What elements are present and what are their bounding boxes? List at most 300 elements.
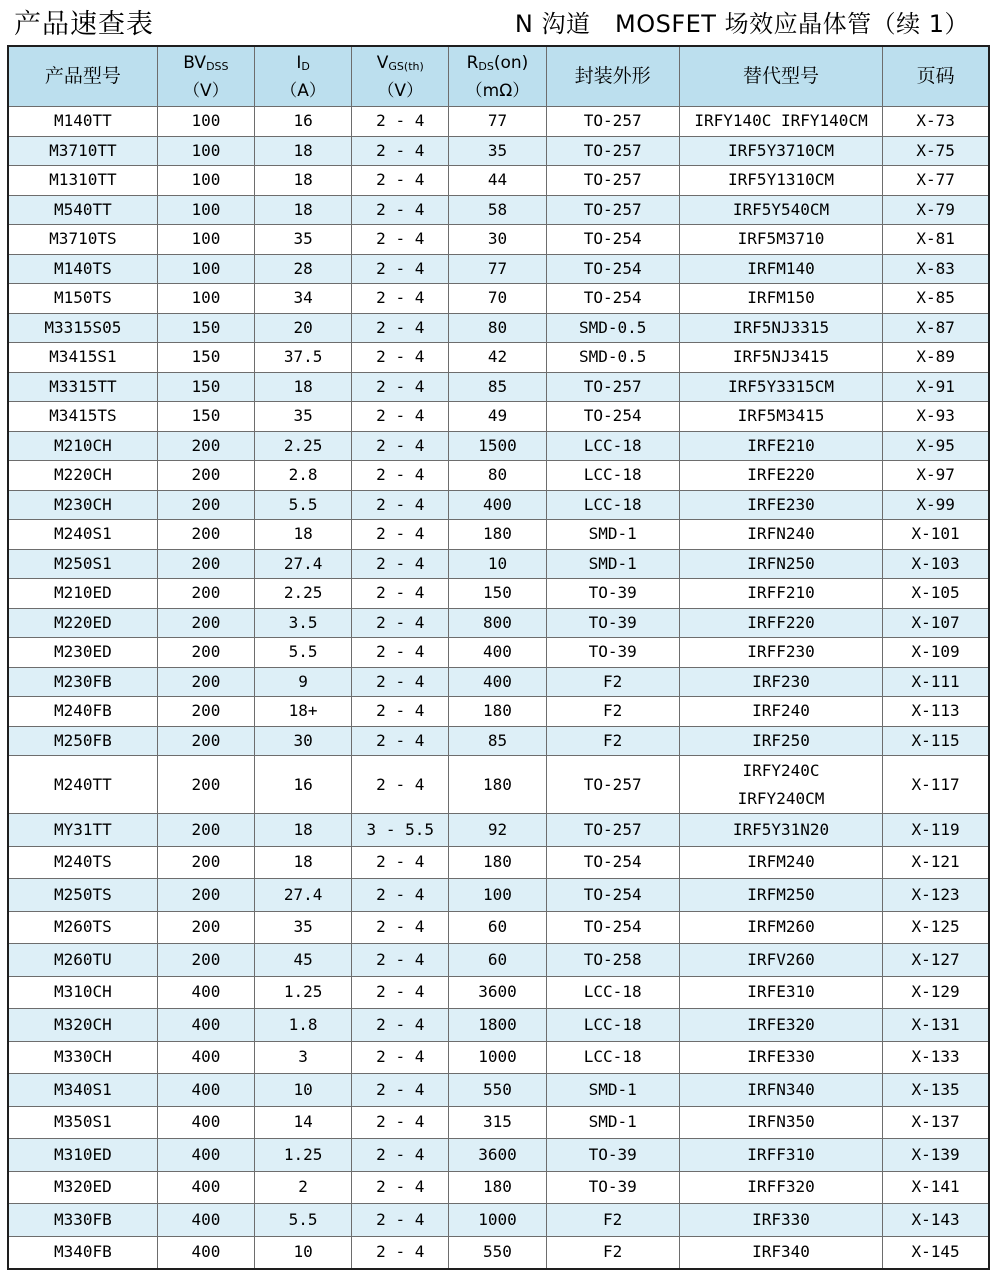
table-row: [8, 284, 989, 314]
cell-rds: 3600: [449, 1139, 546, 1172]
cell-replacement: IRFM150: [679, 284, 882, 314]
cell-rds: 85: [449, 726, 546, 756]
table-row: [8, 254, 989, 284]
cell-package: TO-257: [546, 166, 679, 196]
cell-package: TO-254: [546, 879, 679, 912]
cell-package: TO-254: [546, 284, 679, 314]
cell-rds: 1500: [449, 431, 546, 461]
cell-rds: 400: [449, 638, 546, 668]
cell-id: 45: [254, 944, 351, 977]
cell-bvdss: 200: [157, 667, 254, 697]
cell-vgs: 2 - 4: [352, 402, 449, 432]
cell-package: TO-257: [546, 814, 679, 847]
table-row: [8, 579, 989, 609]
cell-rds: 1000: [449, 1204, 546, 1237]
cell-replacement: IRFM250: [679, 879, 882, 912]
cell-vgs: 2 - 4: [352, 1139, 449, 1172]
cell-vgs: 2 - 4: [352, 431, 449, 461]
cell-model: M250FB: [8, 726, 157, 756]
table-row: [8, 195, 989, 225]
cell-model: M350S1: [8, 1106, 157, 1139]
cell-package: TO-39: [546, 1139, 679, 1172]
cell-model: M3315S05: [8, 313, 157, 343]
cell-package: LCC-18: [546, 431, 679, 461]
cell-model: M260TS: [8, 911, 157, 944]
rds-suffix: (on): [493, 52, 529, 73]
cell-page: X-81: [883, 225, 989, 255]
table-row: [8, 879, 989, 912]
cell-page: X-137: [883, 1106, 989, 1139]
cell-replacement: IRF5NJ3315: [679, 313, 882, 343]
cell-id: 10: [254, 1236, 351, 1269]
vgs-unit: （V）: [377, 80, 424, 101]
cell-id: 18: [254, 520, 351, 550]
cell-id: 14: [254, 1106, 351, 1139]
cell-package: LCC-18: [546, 490, 679, 520]
cell-model: M3415TS: [8, 402, 157, 432]
cell-page: X-119: [883, 814, 989, 847]
cell-model: M1310TT: [8, 166, 157, 196]
cell-package: SMD-0.5: [546, 313, 679, 343]
cell-model: M210CH: [8, 431, 157, 461]
cell-package: TO-257: [546, 756, 679, 814]
cell-bvdss: 200: [157, 726, 254, 756]
cell-vgs: 2 - 4: [352, 195, 449, 225]
cell-rds: 77: [449, 254, 546, 284]
col-header-page: 页码: [883, 46, 989, 107]
table-row: [8, 461, 989, 491]
cell-id: 30: [254, 726, 351, 756]
cell-page: X-111: [883, 667, 989, 697]
cell-rds: 60: [449, 911, 546, 944]
cell-model: M540TT: [8, 195, 157, 225]
cell-id: 5.5: [254, 638, 351, 668]
cell-model: M3710TT: [8, 136, 157, 166]
cell-rds: 180: [449, 756, 546, 814]
table-row: [8, 638, 989, 668]
table-row: [8, 756, 989, 814]
cell-model: M210ED: [8, 579, 157, 609]
cell-page: X-87: [883, 313, 989, 343]
cell-id: 10: [254, 1074, 351, 1107]
cell-bvdss: 400: [157, 1074, 254, 1107]
cell-package: SMD-1: [546, 520, 679, 550]
cell-rds: 3600: [449, 976, 546, 1009]
cell-bvdss: 200: [157, 608, 254, 638]
cell-vgs: 2 - 4: [352, 107, 449, 137]
cell-package: F2: [546, 726, 679, 756]
cell-model: M340S1: [8, 1074, 157, 1107]
cell-bvdss: 150: [157, 372, 254, 402]
cell-replacement: IRF5M3710: [679, 225, 882, 255]
cell-vgs: 2 - 4: [352, 284, 449, 314]
table-row: [8, 343, 989, 373]
col-header-bvdss: [157, 46, 254, 107]
cell-model: M240TS: [8, 846, 157, 879]
cell-package: TO-254: [546, 911, 679, 944]
header-row: [8, 46, 989, 107]
cell-rds: 315: [449, 1106, 546, 1139]
cell-bvdss: 200: [157, 520, 254, 550]
cell-model: M140TT: [8, 107, 157, 137]
cell-rds: 49: [449, 402, 546, 432]
cell-package: TO-258: [546, 944, 679, 977]
cell-vgs: 2 - 4: [352, 490, 449, 520]
cell-package: SMD-1: [546, 1074, 679, 1107]
table-row: [8, 1041, 989, 1074]
cell-rds: 80: [449, 461, 546, 491]
cell-rds: 180: [449, 1171, 546, 1204]
cell-model: M140TS: [8, 254, 157, 284]
cell-vgs: 2 - 4: [352, 461, 449, 491]
cell-vgs: 2 - 4: [352, 1236, 449, 1269]
cell-model: M230FB: [8, 667, 157, 697]
cell-id: 16: [254, 756, 351, 814]
product-table: [7, 45, 990, 1270]
col-header-id: [254, 46, 351, 107]
cell-vgs: 2 - 4: [352, 343, 449, 373]
cell-page: X-105: [883, 579, 989, 609]
cell-vgs: 3 - 5.5: [352, 814, 449, 847]
cell-vgs: 2 - 4: [352, 756, 449, 814]
table-row: [8, 667, 989, 697]
cell-model: M250S1: [8, 549, 157, 579]
cell-page: X-77: [883, 166, 989, 196]
table-row: [8, 225, 989, 255]
cell-model: M330FB: [8, 1204, 157, 1237]
cell-bvdss: 150: [157, 343, 254, 373]
cell-id: 1.25: [254, 1139, 351, 1172]
col-header-replacement: 替代型号: [679, 46, 882, 107]
cell-bvdss: 400: [157, 976, 254, 1009]
table-row: [8, 313, 989, 343]
table-row: [8, 1009, 989, 1042]
cell-replacement: IRF230: [679, 667, 882, 697]
table-row: [8, 608, 989, 638]
cell-vgs: 2 - 4: [352, 667, 449, 697]
cell-page: X-129: [883, 976, 989, 1009]
cell-id: 1.8: [254, 1009, 351, 1042]
cell-vgs: 2 - 4: [352, 608, 449, 638]
cell-vgs: 2 - 4: [352, 879, 449, 912]
cell-package: LCC-18: [546, 1041, 679, 1074]
cell-page: X-95: [883, 431, 989, 461]
cell-vgs: 2 - 4: [352, 1041, 449, 1074]
cell-bvdss: 400: [157, 1171, 254, 1204]
cell-id: 18: [254, 166, 351, 196]
cell-bvdss: 200: [157, 879, 254, 912]
cell-vgs: 2 - 4: [352, 313, 449, 343]
cell-id: 18: [254, 195, 351, 225]
cell-rds: 44: [449, 166, 546, 196]
cell-rds: 10: [449, 549, 546, 579]
cell-id: 5.5: [254, 490, 351, 520]
cell-vgs: 2 - 4: [352, 254, 449, 284]
cell-model: M230ED: [8, 638, 157, 668]
cell-model: M240TT: [8, 756, 157, 814]
cell-bvdss: 200: [157, 579, 254, 609]
cell-id: 34: [254, 284, 351, 314]
cell-replacement: IRFE310: [679, 976, 882, 1009]
cell-vgs: 2 - 4: [352, 225, 449, 255]
cell-package: TO-257: [546, 372, 679, 402]
cell-page: X-143: [883, 1204, 989, 1237]
id-unit: （A）: [280, 80, 326, 101]
table-row: [8, 1106, 989, 1139]
cell-replacement: IRF240: [679, 697, 882, 727]
cell-package: SMD-0.5: [546, 343, 679, 373]
cell-page: X-127: [883, 944, 989, 977]
cell-vgs: 2 - 4: [352, 1009, 449, 1042]
cell-model: M320CH: [8, 1009, 157, 1042]
cell-package: F2: [546, 1236, 679, 1269]
cell-model: M310CH: [8, 976, 157, 1009]
cell-replacement: IRFN350: [679, 1106, 882, 1139]
cell-package: TO-39: [546, 638, 679, 668]
cell-replacement: IRFM240: [679, 846, 882, 879]
col-header-package: 封装外形: [546, 46, 679, 107]
cell-id: 3: [254, 1041, 351, 1074]
cell-vgs: 2 - 4: [352, 520, 449, 550]
cell-package: F2: [546, 1204, 679, 1237]
cell-rds: 100: [449, 879, 546, 912]
cell-replacement: IRFE230: [679, 490, 882, 520]
cell-rds: 180: [449, 846, 546, 879]
cell-rds: 35: [449, 136, 546, 166]
cell-model: M310ED: [8, 1139, 157, 1172]
rds-unit: （mΩ）: [465, 80, 530, 101]
table-row: [8, 846, 989, 879]
table-row: [8, 136, 989, 166]
id-symbol: I: [296, 52, 302, 73]
cell-rds: 85: [449, 372, 546, 402]
cell-vgs: 2 - 4: [352, 1171, 449, 1204]
cell-page: X-97: [883, 461, 989, 491]
cell-replacement: IRFN240: [679, 520, 882, 550]
cell-replacement: IRFM260: [679, 911, 882, 944]
cell-package: TO-39: [546, 608, 679, 638]
cell-rds: 550: [449, 1236, 546, 1269]
cell-model: M3415S1: [8, 343, 157, 373]
table-row: [8, 490, 989, 520]
table-row: [8, 549, 989, 579]
vgs-subscript: GS(th): [388, 59, 424, 73]
col-header-vgs: [352, 46, 449, 107]
cell-replacement: IRFE210: [679, 431, 882, 461]
cell-bvdss: 200: [157, 911, 254, 944]
cell-bvdss: 200: [157, 638, 254, 668]
cell-model: M220CH: [8, 461, 157, 491]
cell-vgs: 2 - 4: [352, 1204, 449, 1237]
cell-vgs: 2 - 4: [352, 579, 449, 609]
cell-model: M320ED: [8, 1171, 157, 1204]
cell-id: 1.25: [254, 976, 351, 1009]
cell-page: X-109: [883, 638, 989, 668]
cell-rds: 180: [449, 697, 546, 727]
cell-bvdss: 100: [157, 107, 254, 137]
cell-bvdss: 150: [157, 402, 254, 432]
cell-page: X-73: [883, 107, 989, 137]
cell-bvdss: 200: [157, 549, 254, 579]
cell-bvdss: 150: [157, 313, 254, 343]
cell-vgs: 2 - 4: [352, 372, 449, 402]
cell-model: MY31TT: [8, 814, 157, 847]
cell-bvdss: 400: [157, 1204, 254, 1237]
cell-id: 9: [254, 667, 351, 697]
cell-vgs: 2 - 4: [352, 166, 449, 196]
table-row: [8, 814, 989, 847]
cell-model: M3315TT: [8, 372, 157, 402]
table-row: [8, 1139, 989, 1172]
cell-id: 16: [254, 107, 351, 137]
cell-page: X-103: [883, 549, 989, 579]
cell-bvdss: 100: [157, 136, 254, 166]
table-row: [8, 976, 989, 1009]
cell-page: X-101: [883, 520, 989, 550]
table-row: [8, 1236, 989, 1269]
cell-bvdss: 100: [157, 254, 254, 284]
table-row: [8, 944, 989, 977]
cell-page: X-125: [883, 911, 989, 944]
cell-replacement: IRF5Y3315CM: [679, 372, 882, 402]
cell-id: 18: [254, 846, 351, 879]
cell-rds: 60: [449, 944, 546, 977]
cell-package: TO-254: [546, 254, 679, 284]
cell-id: 5.5: [254, 1204, 351, 1237]
cell-page: X-135: [883, 1074, 989, 1107]
cell-replacement: IRFF220: [679, 608, 882, 638]
cell-replacement: IRFN340: [679, 1074, 882, 1107]
cell-vgs: 2 - 4: [352, 944, 449, 977]
cell-id: 2: [254, 1171, 351, 1204]
page-header: [0, 0, 999, 42]
cell-model: M240FB: [8, 697, 157, 727]
cell-replacement: IRF5NJ3415: [679, 343, 882, 373]
cell-model: M150TS: [8, 284, 157, 314]
table-row: [8, 166, 989, 196]
cell-rds: 77: [449, 107, 546, 137]
cell-replacement: IRFE320: [679, 1009, 882, 1042]
cell-package: TO-39: [546, 579, 679, 609]
cell-replacement: IRFF320: [679, 1171, 882, 1204]
vgs-symbol: V: [376, 52, 389, 73]
id-subscript: D: [301, 59, 310, 73]
cell-replacement: IRF5M3415: [679, 402, 882, 432]
cell-replacement: IRFF230: [679, 638, 882, 668]
cell-rds: 42: [449, 343, 546, 373]
table-row: [8, 1074, 989, 1107]
cell-replacement: IRF5Y540CM: [679, 195, 882, 225]
cell-package: TO-257: [546, 195, 679, 225]
table-row: [8, 520, 989, 550]
bvdss-subscript: DSS: [206, 59, 229, 73]
cell-vgs: 2 - 4: [352, 697, 449, 727]
cell-page: X-133: [883, 1041, 989, 1074]
cell-replacement: IRFY140C IRFY140CM: [679, 107, 882, 137]
cell-page: X-99: [883, 490, 989, 520]
cell-vgs: 2 - 4: [352, 976, 449, 1009]
cell-id: 20: [254, 313, 351, 343]
cell-id: 35: [254, 911, 351, 944]
cell-bvdss: 400: [157, 1009, 254, 1042]
cell-model: M240S1: [8, 520, 157, 550]
cell-replacement: IRF250: [679, 726, 882, 756]
cell-package: TO-257: [546, 107, 679, 137]
cell-id: 2.8: [254, 461, 351, 491]
cell-replacement: IRF330: [679, 1204, 882, 1237]
cell-id: 28: [254, 254, 351, 284]
cell-rds: 150: [449, 579, 546, 609]
col-header-model: 产品型号: [8, 46, 157, 107]
cell-rds: 400: [449, 490, 546, 520]
cell-rds: 1800: [449, 1009, 546, 1042]
cell-page: X-117: [883, 756, 989, 814]
cell-id: 18: [254, 372, 351, 402]
bvdss-symbol: BV: [183, 52, 207, 73]
cell-package: LCC-18: [546, 1009, 679, 1042]
cell-bvdss: 200: [157, 814, 254, 847]
cell-replacement: IRFF310: [679, 1139, 882, 1172]
cell-page: X-115: [883, 726, 989, 756]
cell-vgs: 2 - 4: [352, 549, 449, 579]
cell-package: SMD-1: [546, 549, 679, 579]
cell-bvdss: 400: [157, 1106, 254, 1139]
cell-package: LCC-18: [546, 976, 679, 1009]
rds-symbol: R: [466, 52, 479, 73]
cell-id: 18: [254, 136, 351, 166]
cell-package: F2: [546, 667, 679, 697]
cell-bvdss: 100: [157, 284, 254, 314]
cell-page: X-85: [883, 284, 989, 314]
cell-bvdss: 400: [157, 1139, 254, 1172]
cell-replacement: IRF5Y1310CM: [679, 166, 882, 196]
cell-model: M3710TS: [8, 225, 157, 255]
cell-replacement: IRF5Y31N20: [679, 814, 882, 847]
cell-bvdss: 200: [157, 846, 254, 879]
cell-bvdss: 400: [157, 1236, 254, 1269]
cell-replacement: IRFE330: [679, 1041, 882, 1074]
table-row: [8, 1171, 989, 1204]
cell-bvdss: 400: [157, 1041, 254, 1074]
cell-model: M220ED: [8, 608, 157, 638]
col-header-rds: [449, 46, 546, 107]
cell-page: X-83: [883, 254, 989, 284]
cell-page: X-131: [883, 1009, 989, 1042]
cell-model: M230CH: [8, 490, 157, 520]
cell-page: X-141: [883, 1171, 989, 1204]
page-title: 产品速查表: [14, 9, 154, 40]
cell-bvdss: 100: [157, 195, 254, 225]
bvdss-unit: （V）: [183, 80, 229, 101]
cell-replacement: IRFE220: [679, 461, 882, 491]
cell-rds: 58: [449, 195, 546, 225]
section-title: N 沟道 MOSFET 场效应晶体管（续 1）: [514, 10, 969, 38]
table-row: [8, 1204, 989, 1237]
cell-id: 35: [254, 225, 351, 255]
cell-vgs: 2 - 4: [352, 1106, 449, 1139]
table-row: [8, 431, 989, 461]
cell-vgs: 2 - 4: [352, 846, 449, 879]
cell-package: TO-257: [546, 136, 679, 166]
cell-replacement: IRFY240C IRFY240CM: [679, 756, 882, 814]
cell-model: M250TS: [8, 879, 157, 912]
cell-page: X-107: [883, 608, 989, 638]
table-row: [8, 372, 989, 402]
cell-replacement: IRFN250: [679, 549, 882, 579]
cell-model: M260TU: [8, 944, 157, 977]
cell-page: X-121: [883, 846, 989, 879]
cell-page: X-113: [883, 697, 989, 727]
